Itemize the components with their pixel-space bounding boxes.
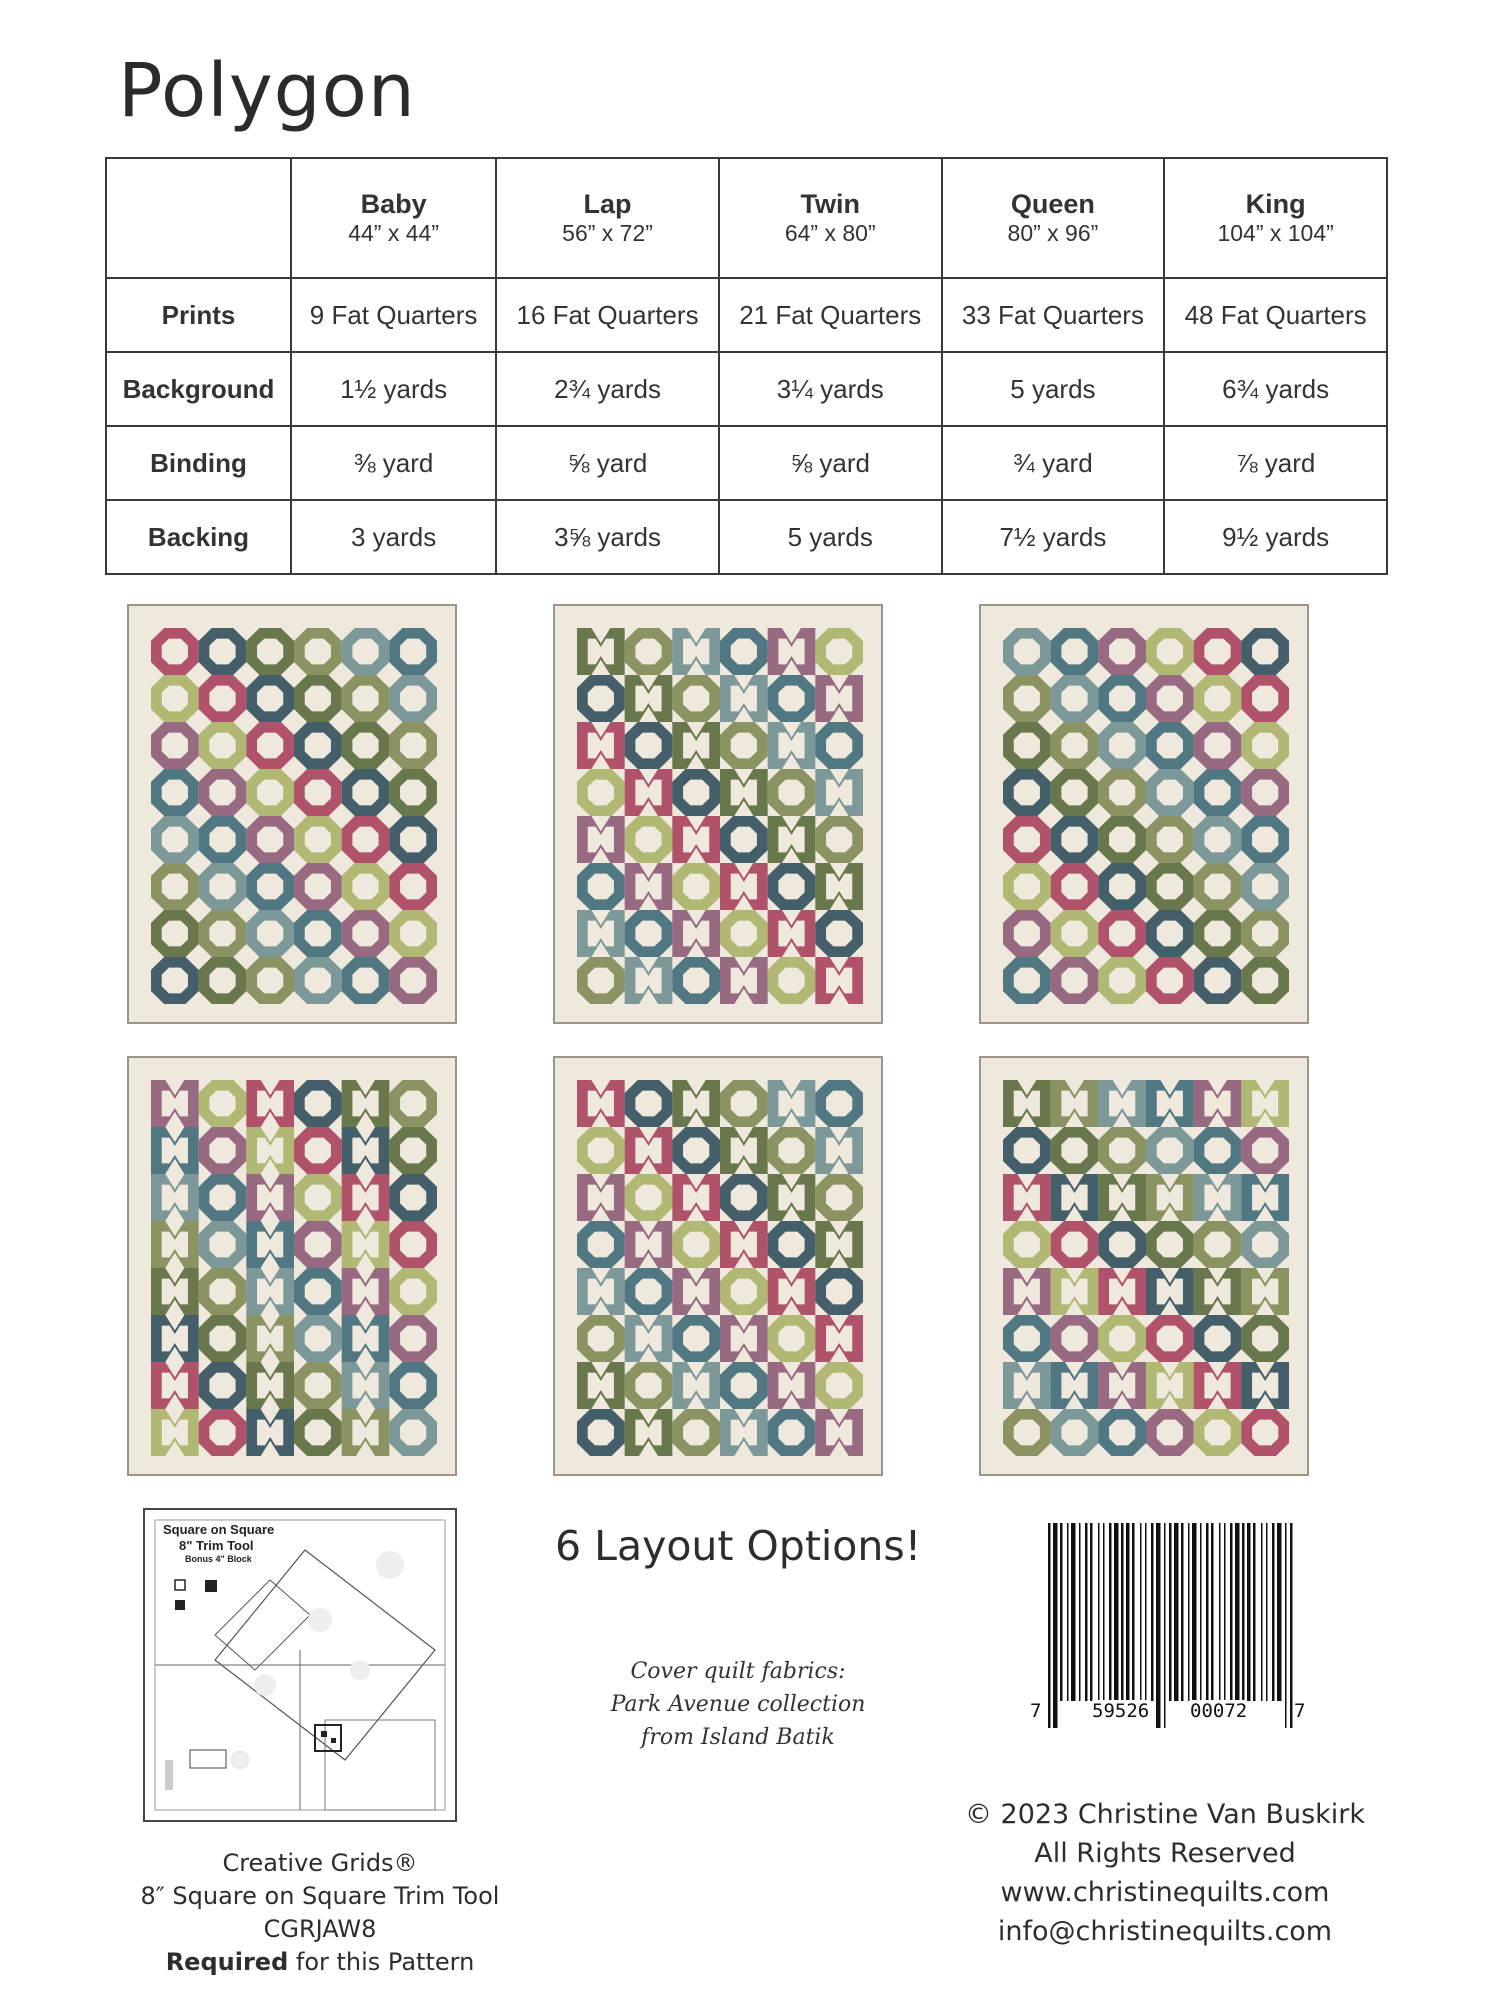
table-cell: 3 yards	[291, 500, 496, 574]
rights-line: All Rights Reserved	[1034, 1838, 1296, 1869]
table-row-background	[106, 352, 1387, 426]
quilt-mosaic	[577, 628, 863, 1004]
cover-line2: Park Avenue collection	[610, 1692, 866, 1717]
website-link[interactable]: www.christinequilts.com	[1000, 1877, 1330, 1908]
page-title: Polygon	[118, 48, 416, 134]
copyright-line: © 2023 Christine Van Buskirk	[964, 1799, 1366, 1830]
quilt-mosaic	[151, 1080, 437, 1456]
table-cell: 5 yards	[942, 352, 1165, 426]
table-cell: 3¼ yards	[719, 352, 942, 426]
table-row-prints	[106, 278, 1387, 352]
quilt-mosaic	[151, 628, 437, 1004]
email-link[interactable]: info@christinequilts.com	[997, 1916, 1333, 1947]
barcode-bars	[1028, 1523, 1310, 1728]
size-header-king: King 104” x 104”	[1164, 158, 1387, 278]
barcode	[1028, 1523, 1310, 1728]
table-cell: 21 Fat Quarters	[719, 278, 942, 352]
cover-line1: Cover quilt fabrics:	[630, 1659, 846, 1684]
trim-tool-image	[143, 1508, 457, 1822]
table-cell: 9½ yards	[1164, 500, 1387, 574]
yardage-table	[105, 157, 1388, 575]
size-header-twin: Twin 64” x 80”	[719, 158, 942, 278]
tool-caption-line3: CGRJAW8	[263, 1915, 377, 1943]
barcode-group2: 00072	[1190, 1700, 1248, 1722]
table-cell: 5 yards	[719, 500, 942, 574]
table-corner-cell	[106, 158, 291, 278]
copyright-block	[960, 1795, 1370, 1951]
tool-label-line2: 8" Trim Tool	[179, 1538, 254, 1553]
table-row-backing	[106, 500, 1387, 574]
size-header-baby: Baby 44” x 44”	[291, 158, 496, 278]
table-cell: 48 Fat Quarters	[1164, 278, 1387, 352]
table-row-binding	[106, 426, 1387, 500]
table-cell: 9 Fat Quarters	[291, 278, 496, 352]
cover-line3: from Island Batik	[641, 1725, 835, 1750]
table-cell: ⅞ yard	[1164, 426, 1387, 500]
table-cell: ⅝ yard	[719, 426, 942, 500]
row-label: Background	[106, 352, 291, 426]
size-header-queen: Queen 80” x 96”	[942, 158, 1165, 278]
quilt-layout-4	[127, 1056, 457, 1476]
quilt-layout-1	[127, 604, 457, 1024]
table-cell: ¾ yard	[942, 426, 1165, 500]
table-header-row	[106, 158, 1387, 278]
quilt-layout-2	[553, 604, 883, 1024]
required-label: Required	[165, 1948, 289, 1976]
quilt-layout-5	[553, 1056, 883, 1476]
tool-caption-line1: Creative Grids®	[222, 1849, 418, 1877]
table-cell: 1½ yards	[291, 352, 496, 426]
layout-options-heading: 6 Layout Options!	[555, 1522, 922, 1570]
barcode-digit-left: 7	[1030, 1700, 1042, 1722]
tool-caption	[110, 1847, 530, 1979]
table-cell: 33 Fat Quarters	[942, 278, 1165, 352]
tool-label-line1: Square on Square	[163, 1522, 275, 1537]
quilt-layout-3	[979, 604, 1309, 1024]
quilt-mosaic	[577, 1080, 863, 1456]
size-header-lap: Lap 56” x 72”	[496, 158, 719, 278]
table-cell: 2¾ yards	[496, 352, 719, 426]
table-cell: 7½ yards	[942, 500, 1165, 574]
table-cell: 3⅝ yards	[496, 500, 719, 574]
row-label: Binding	[106, 426, 291, 500]
quilt-mosaic	[1003, 628, 1289, 1004]
tool-label-line3: Bonus 4" Block	[185, 1554, 252, 1564]
tool-caption-line4	[110, 1946, 530, 1979]
table-cell: 6¾ yards	[1164, 352, 1387, 426]
table-cell: ⅝ yard	[496, 426, 719, 500]
barcode-digit-right: 7	[1294, 1700, 1306, 1722]
quilt-mosaic	[1003, 1080, 1289, 1456]
cover-fabrics-note	[588, 1655, 888, 1754]
table-cell: ⅜ yard	[291, 426, 496, 500]
required-rest: for this Pattern	[288, 1948, 475, 1976]
tool-caption-line2: 8″ Square on Square Trim Tool	[140, 1882, 500, 1910]
row-label: Backing	[106, 500, 291, 574]
barcode-group1: 59526	[1092, 1700, 1150, 1722]
quilt-layout-6	[979, 1056, 1309, 1476]
row-label: Prints	[106, 278, 291, 352]
table-cell: 16 Fat Quarters	[496, 278, 719, 352]
